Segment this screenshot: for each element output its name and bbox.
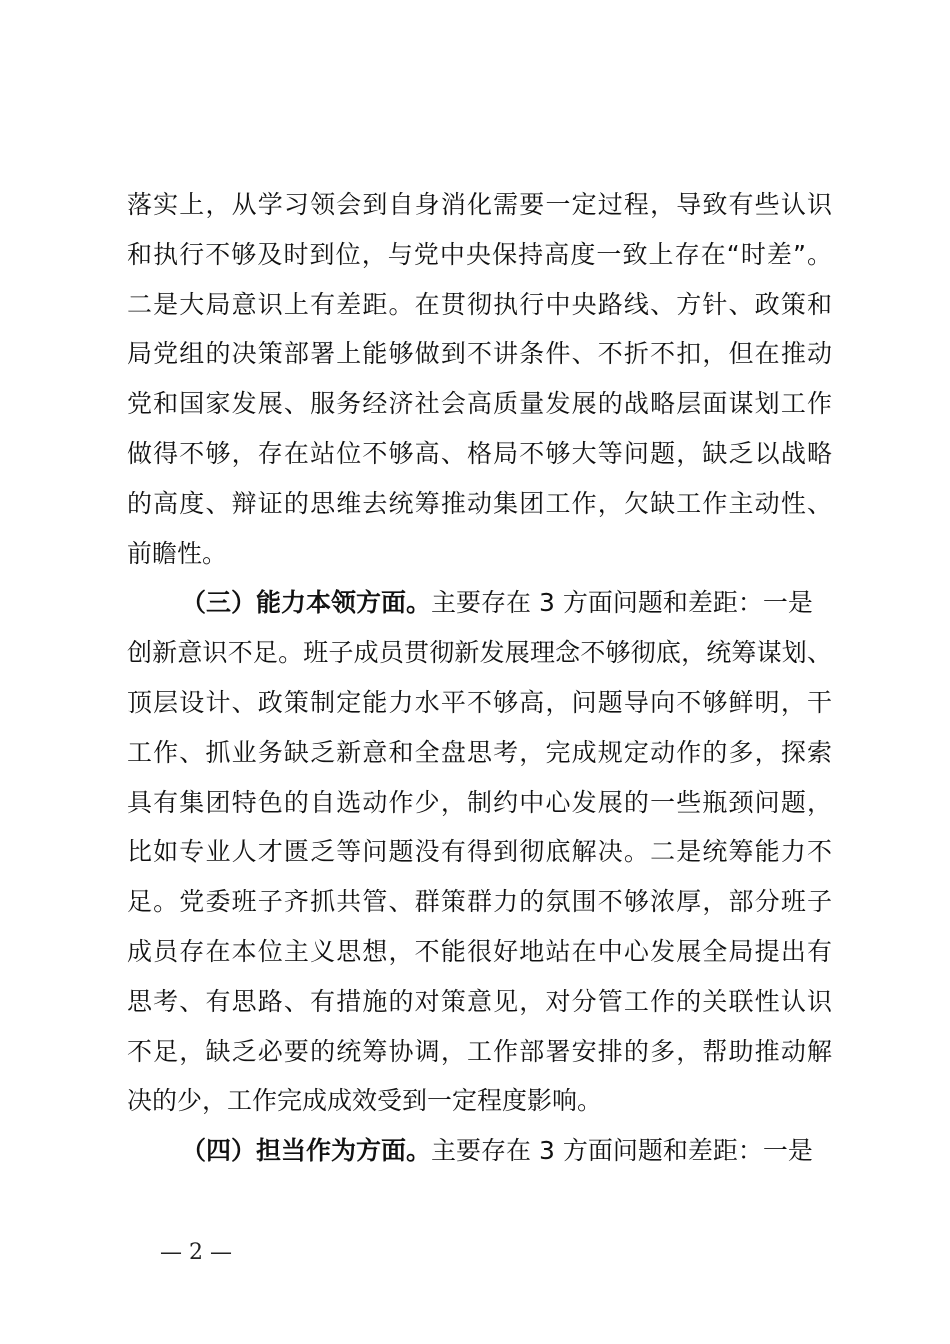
section-text: 主要存在 3 方面问题和差距：一是	[431, 588, 813, 618]
section-heading-line	[127, 1126, 832, 1176]
body-line: 创新意识不足。班子成员贯彻新发展理念不够彻底，统筹谋划、	[127, 638, 832, 668]
body-line: 工作、抓业务缺乏新意和全盘思考，完成规定动作的多，探索	[127, 737, 832, 767]
body-line: 的高度、辩证的思维去统筹推动集团工作，欠缺工作主动性、	[127, 488, 832, 518]
body-line: 和执行不够及时到位，与党中央保持高度一致上存在“时差”。	[127, 239, 832, 269]
body-line: 做得不够，存在站位不够高、格局不够大等问题，缺乏以战略	[127, 438, 832, 468]
body-line: 具有集团特色的自选动作少，制约中心发展的一些瓶颈问题，	[127, 787, 832, 817]
section-heading: （四）担当作为方面。	[181, 1136, 432, 1166]
body-line: 成员存在本位主义思想，不能很好地站在中心发展全局提出有	[127, 936, 832, 966]
body-line: 决的少，工作完成成效受到一定程度影响。	[127, 1086, 603, 1116]
section-heading: （三）能力本领方面。	[181, 588, 432, 618]
section-heading-line	[127, 578, 832, 628]
body-line: 党和国家发展、服务经济社会高质量发展的战略层面谋划工作	[127, 389, 832, 419]
document-body	[127, 180, 832, 1176]
section-text: 主要存在 3 方面问题和差距：一是	[431, 1136, 813, 1166]
body-line: 思考、有思路、有措施的对策意见，对分管工作的关联性认识	[127, 986, 832, 1016]
body-line: 顶层设计、政策制定能力水平不够高，问题导向不够鲜明，干	[127, 687, 832, 717]
body-line: 前瞻性。	[127, 538, 228, 568]
body-line: 比如专业人才匮乏等问题没有得到彻底解决。二是统筹能力不	[127, 837, 832, 867]
body-line: 局党组的决策部署上能够做到不讲条件、不折不扣，但在推动	[127, 339, 832, 369]
body-line: 落实上，从学习领会到自身消化需要一定过程，导致有些认识	[127, 190, 832, 219]
body-line: 足。党委班子齐抓共管、群策群力的氛围不够浓厚，部分班子	[127, 887, 832, 917]
body-line: 二是大局意识上有差距。在贯彻执行中央路线、方针、政策和	[127, 289, 832, 319]
body-line: 不足，缺乏必要的统筹协调，工作部署安排的多，帮助推动解	[127, 1036, 832, 1066]
page-number: — 2 —	[160, 1240, 232, 1265]
